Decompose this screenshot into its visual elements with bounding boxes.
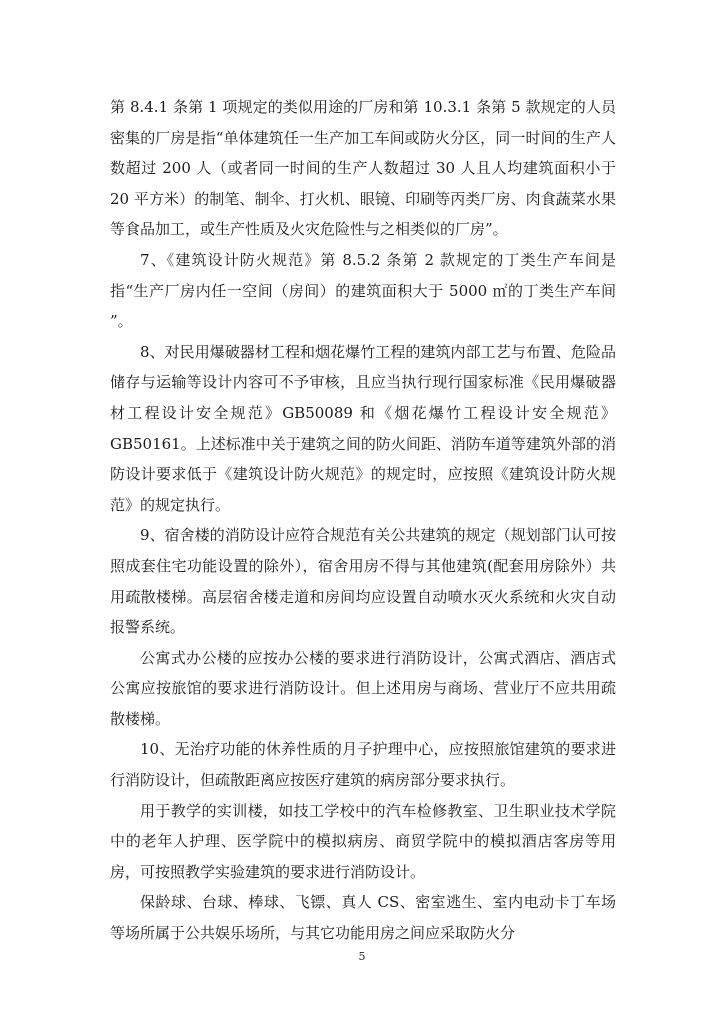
paragraph-training-building: 用于教学的实训楼，如技工学校中的汽车检修教室、卫生职业技术学院中的老年人护理、医学院中的模拟病房、商贸学院中的模拟酒店客房等用房，可按照教学实验建筑的要求进行消防设计。	[110, 801, 616, 881]
paragraph-factory-definition: 第 8.4.1 条第 1 项规定的类似用途的厂房和第 10.3.1 条第 5 款规定的人员密集的厂房是指“单体建筑任一生产加工车间或防火分区，同一时间的生产人数超过 200 人（或者同一时间的生产人数超过 30 人且人均建筑面积小于 20 平方米）的制笔、制伞、打火机、眼镜、印刷等丙类厂房、肉食蔬菜水果等食品加工，或生产性质及火灾危险性与之相类似的厂房”。	[110, 98, 616, 239]
paragraph-item-7: 7、《建筑设计防火规范》第 8.5.2 条第 2 款规定的丁类生产车间是指“生产厂房内任一空间（房间）的建筑面积大于 5000 ㎡的丁类生产车间 ”。	[110, 250, 616, 331]
paragraph-item-10: 10、无治疗功能的休养性质的月子护理中心，应按照旅馆建筑的要求进行消防设计，但疏散距离应按医疗建筑的病房部分要求执行。	[110, 740, 616, 790]
paragraph-apartment-office: 公寓式办公楼的应按办公楼的要求进行消防设计，公寓式酒店、酒店式公寓应按旅馆的要求进行消防设计。但上述用房与商场、营业厅不应共用疏散楼梯。	[110, 648, 616, 728]
paragraph-entertainment-venues: 保龄球、台球、棒球、飞镖、真人 CS、密室逃生、室内电动卡丁车场等场所属于公共娱乐场所，与其它功能用房之间应采取防火分	[110, 893, 616, 943]
document-body	[110, 92, 616, 949]
paragraph-item-8: 8、对民用爆破器材工程和烟花爆竹工程的建筑内部工艺与布置、危险品储存与运输等设计内容可不予审核，且应当执行现行国家标准《民用爆破器材工程设计安全规范》GB50089 和《烟花爆竹工程设计安全规范》GB50161。上述标准中关于建筑之间的防火间距、消防车道等建筑外部的消防设计要求低于《建筑设计防火规范》的规定时，应按照《建筑设计防火规范》的规定执行。	[110, 342, 616, 514]
paragraph-item-9: 9、宿舍楼的消防设计应符合规范有关公共建筑的规定（规划部门认可按照成套住宅功能设置的除外），宿舍用房不得与其他建筑(配套用房除外）共用疏散楼梯。高层宿舍楼走道和房间均应设置自动喷水灭火系统和火灾自动报警系统。	[110, 526, 616, 637]
page-number: 5	[358, 950, 366, 963]
